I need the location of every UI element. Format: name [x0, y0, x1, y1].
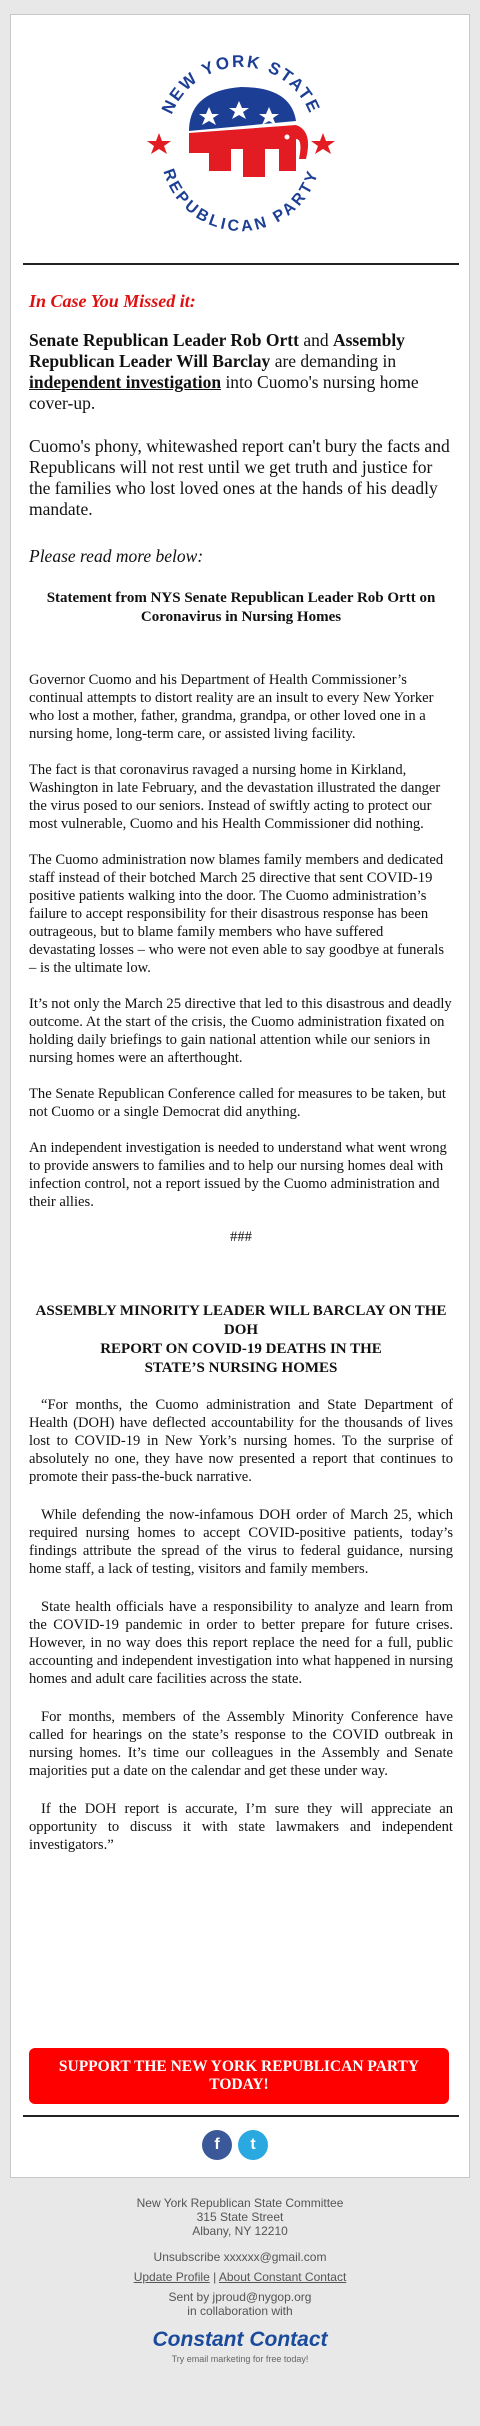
- twitter-icon: t: [250, 2136, 256, 2153]
- missed-heading: In Case You Missed it:: [29, 291, 196, 311]
- unsubscribe-link[interactable]: Unsubscribe xxxxxx@gmail.com: [153, 2250, 327, 2264]
- footer-city: Albany, NY 12210: [192, 2224, 288, 2238]
- footer-links: [0, 2270, 480, 2284]
- link-separator: |: [209, 2270, 219, 2284]
- email-body: [29, 273, 453, 1874]
- lead-paragraph-2: Cuomo's phony, whitewashed report can't bury the facts and Republicans will not rest until we get truth and justice for the families who lost loved ones at the hands of his deadly mandate.: [29, 436, 450, 519]
- assembly-title-line: STATE’S NURSING HOMES: [144, 1360, 338, 1376]
- nygop-logo: [141, 21, 341, 261]
- read-more-label: Please read more below:: [29, 546, 204, 566]
- lead-text: into Cuomo's nursing home cover-up.: [29, 372, 419, 413]
- sent-by: Sent by jproud@nygop.org: [168, 2290, 312, 2304]
- collab-text: in collaboration with: [187, 2304, 293, 2318]
- assembly-statement-title: [29, 1302, 453, 1378]
- assembly-paragraph: While defending the now-infamous DOH order of March 25, which required nursing homes to accept COVID-positive patients, today’s findings attribute the spread of the virus to federal guidance, nursing home staff, a lack of testing, visitors and family members.: [29, 1507, 453, 1577]
- star-left-icon: [147, 133, 171, 154]
- lead-paragraph-1: [29, 330, 453, 414]
- assembly-title-line: ASSEMBLY MINORITY LEADER WILL BARCLAY ON THE DOH: [35, 1303, 447, 1338]
- assembly-paragraph: State health officials have a responsibility to analyze and learn from the COVID-19 pandemic in order to better prepare for future crises. However, in no way does this report replace the need for a full, public accounting and independent investigation into what happened in nursing homes and adult care facilities across the state.: [29, 1599, 453, 1687]
- statement-paragraph: The Cuomo administration now blames family members and dedicated staff instead of their botched March 25 directive that sent COVID-19 positive patients walking into the door. The Cuomo administration’s failure to accept responsibility for their disastrous response has been outrageous, but to blame family members who have suffered devastating losses – who were not even able to say goodbye at funerals – is the ultimate low.: [29, 852, 444, 976]
- lead-ortt: Senate Republican Leader Rob Ortt: [29, 330, 299, 350]
- statement-paragraph: It’s not only the March 25 directive that led to this disastrous and deadly outcome. At the start of the crisis, the Cuomo administration fixated on holding daily briefings to gain national attention while our seniors in nursing homes were an afterthought.: [29, 996, 452, 1066]
- lead-text: are demanding in: [270, 351, 397, 371]
- statement-paragraph: An independent investigation is needed to understand what went wrong to provide answers to families and to help our nursing homes deal with infection control, not a report issued by the Cuomo administration and their allies.: [29, 1140, 447, 1210]
- statement-paragraph: Governor Cuomo and his Department of Health Commissioner’s continual attempts to distort reality are an insult to every New Yorker who lost a mother, father, grandma, grandpa, or other loved one in a nursing home, long-term care, or assisted living facility.: [29, 672, 434, 742]
- facebook-button[interactable]: [202, 2130, 232, 2160]
- twitter-button[interactable]: [238, 2130, 268, 2160]
- senate-statement-title: Statement from NYS Senate Republican Leader Rob Ortt on Coronavirus in Nursing Homes: [46, 590, 436, 625]
- assembly-title-line: REPORT ON COVID-19 DEATHS IN THE: [100, 1341, 382, 1357]
- logo-arc-bottom: REPUBLICAN PARTY: [159, 166, 323, 236]
- email-footer: [0, 2196, 480, 2364]
- facebook-icon: f: [214, 2136, 220, 2153]
- footer-street: 315 State Street: [196, 2210, 284, 2224]
- end-mark: ###: [230, 1229, 252, 1245]
- assembly-paragraph: For months, members of the Assembly Minority Conference have called for hearings on the state’s response to the COVID outbreak in nursing homes. It’s time our colleagues in the Assembly and Senate majorities put a date on the calendar and get these under way.: [29, 1709, 453, 1779]
- constant-contact-logo[interactable]: Constant Contact: [152, 2328, 328, 2351]
- svg-text:REPUBLICAN PARTY: [159, 167, 322, 236]
- logo-arc-top: NEW YORK STATE: [157, 51, 325, 117]
- support-donate-button[interactable]: SUPPORT THE NEW YORK REPUBLICAN PARTY TODAY!: [29, 2048, 449, 2104]
- assembly-paragraph: If the DOH report is accurate, I’m sure they will appreciate an opportunity to discuss it with state lawmakers and independent investigators.”: [29, 1801, 453, 1853]
- lead-barclay: Assembly Republican Leader Will Barclay: [29, 330, 405, 371]
- footer-divider: [23, 2115, 459, 2117]
- statement-paragraph: The Senate Republican Conference called for measures to be taken, but not Cuomo or a single Democrat did anything.: [29, 1086, 446, 1120]
- statement-paragraph: The fact is that coronavirus ravaged a nursing home in Kirkland, Washington in late February, and the devastation illustrated the danger the virus posed to our seniors. Instead of swiftly acting to protect our most vulnerable, Cuomo and his Health Commissioner did nothing.: [29, 762, 441, 832]
- footer-org: New York Republican State Committee: [136, 2196, 344, 2210]
- star-right-icon: [311, 133, 335, 154]
- header-divider: [23, 263, 459, 265]
- update-profile-link[interactable]: Update Profile: [133, 2270, 210, 2284]
- email-card: [10, 14, 470, 2178]
- lead-text: and: [298, 330, 333, 350]
- about-constant-contact-link[interactable]: About Constant Contact: [218, 2270, 347, 2284]
- constant-contact-tagline[interactable]: Try email marketing for free today!: [171, 2354, 309, 2364]
- independent-investigation-link[interactable]: independent investigation: [29, 372, 222, 392]
- assembly-paragraph: “For months, the Cuomo administration and State Department of Health (DOH) have deflected accountability for the thousands of lives lost to COVID-19 in New York’s nursing homes. To the surprise of absolutely no one, they have now presented a report that continues to promote their pass-the-buck narrative.: [29, 1397, 453, 1485]
- elephant-icon: [189, 87, 308, 177]
